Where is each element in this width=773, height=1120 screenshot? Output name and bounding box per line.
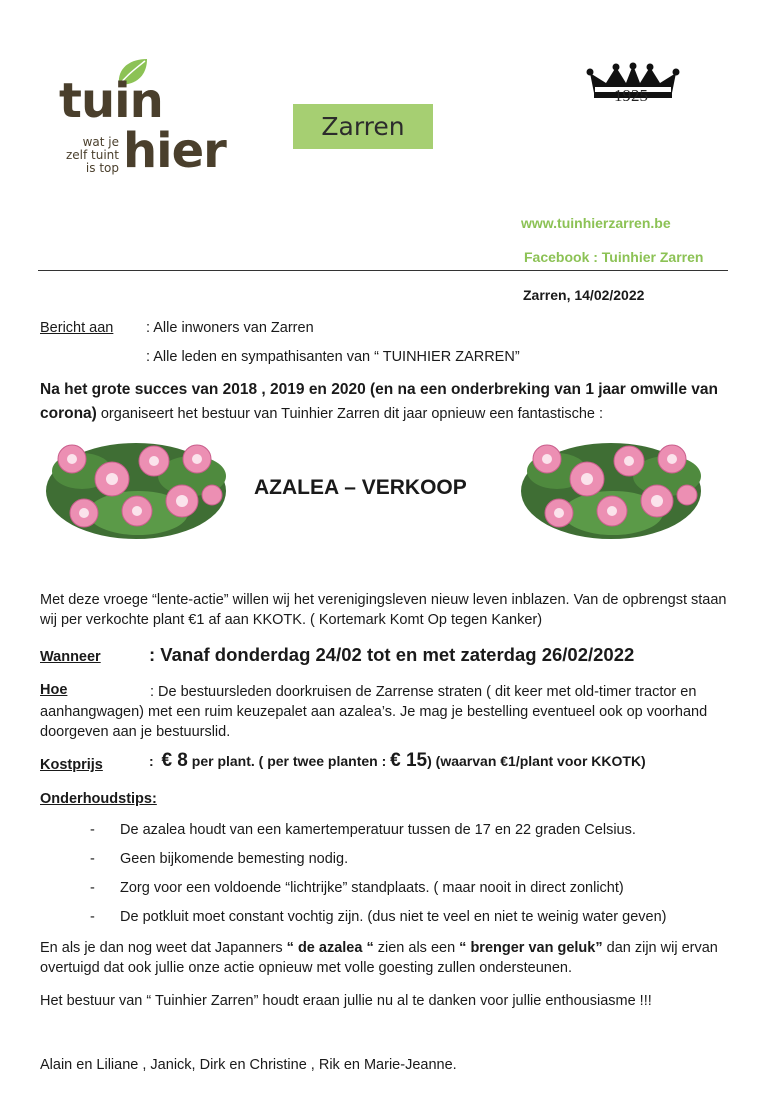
price-text-1: per plant (187, 753, 251, 769)
logo-tagline: wat je zelf tuint is top (65, 135, 119, 175)
when-label: Wanneer (40, 649, 101, 665)
price-line (149, 750, 646, 772)
intro-rest: organiseert het bestuur van Tuinhier Zarren dit jaar opnieuw een fantastische : (96, 406, 604, 422)
recipient-line-2: : Alle leden en sympathisanten van “ TUINHIER ZARREN” (146, 349, 520, 365)
price-single: € 8 (161, 750, 188, 771)
thanks-line: Het bestuur van “ Tuinhier Zarren” houdt eraan jullie nu al te danken voor jullie enthousiasme !!! (40, 993, 652, 1009)
price-text-2: . ( per twee planten : (250, 753, 391, 769)
tuinhier-logo (55, 55, 235, 180)
zarren-badge: Zarren (293, 104, 433, 149)
intro-bold: Na het grote succes van 2018 , 2019 en 2020 (en na een onderbreking van 1 jaar omwille van corona) (40, 381, 718, 422)
list-item: - De azalea houdt van een kamertemperatuur tussen de 17 en 22 graden Celsius. (90, 822, 636, 838)
recipient-line-1: : Alle inwoners van Zarren (146, 320, 314, 336)
price-text-3: ) (waarvan €1/plant voor KKOTK) (427, 753, 646, 769)
tips-list (90, 822, 750, 938)
facebook-link[interactable]: Facebook : Tuinhier Zarren (524, 249, 704, 265)
list-item: - De potkluit moet constant vochtig zijn. (dus niet te veel en niet te weinig water geven) (90, 909, 667, 925)
tips-label: Onderhoudstips: (40, 791, 157, 807)
letter-date: Zarren, 14/02/2022 (523, 287, 645, 303)
logo-word-tuin: tuin (59, 73, 163, 129)
event-title: AZALEA – VERKOOP (254, 476, 467, 499)
closing-paragraph: En als je dan nog weet dat Japanners “ de azalea “ zien als een “ brenger van geluk” dan zijn wij ervan overtuigd dat ook jullie onze actie opnieuw met volle goesting zullen ondersteunen. (40, 940, 718, 976)
website-link[interactable]: www.tuinhierzarren.be (521, 215, 671, 231)
how-label: Hoe (40, 682, 68, 698)
recipients-label: Bericht aan (40, 320, 114, 336)
how-value: : De bestuursleden doorkruisen de Zarrense straten ( dit keer met old-timer tractor en aanhangwagen) met een ruim keuzepalet aan azalea’s. Je mag je bestelling eventueel ook op voorhand doorgeven aan je bestuurslid. (40, 684, 708, 740)
price-label: Kostprijs (40, 757, 103, 773)
list-item: - Geen bijkomende bemesting nodig. (90, 851, 349, 867)
signers-line: Alain en Liliane , Janick, Dirk en Christine , Rik en Marie-Jeanne. (40, 1057, 457, 1073)
logo-word-hier: hier (123, 123, 226, 179)
intro-paragraph (40, 378, 740, 426)
price-colon: : (149, 753, 154, 769)
crown-year: 1925 (614, 86, 648, 105)
header-divider (38, 270, 728, 271)
azalea-flower-image-left (42, 431, 230, 543)
price-pair: € 15 (390, 750, 428, 771)
action-description: Met deze vroege “lente-actie” willen wij het verenigingsleven nieuw leven inblazen. Van de opbrengst staan wij per verkochte plant €1 af aan KKOTK. ( Kortemark Komt Op tegen Kanker) (40, 592, 727, 628)
azalea-flower-image-right (517, 431, 705, 543)
list-item: - Zorg voor een voldoende “lichtrijke” standplaats. ( maar nooit in direct zonlicht) (90, 880, 624, 896)
when-value: : Vanaf donderdag 24/02 tot en met zaterdag 26/02/2022 (149, 644, 635, 665)
